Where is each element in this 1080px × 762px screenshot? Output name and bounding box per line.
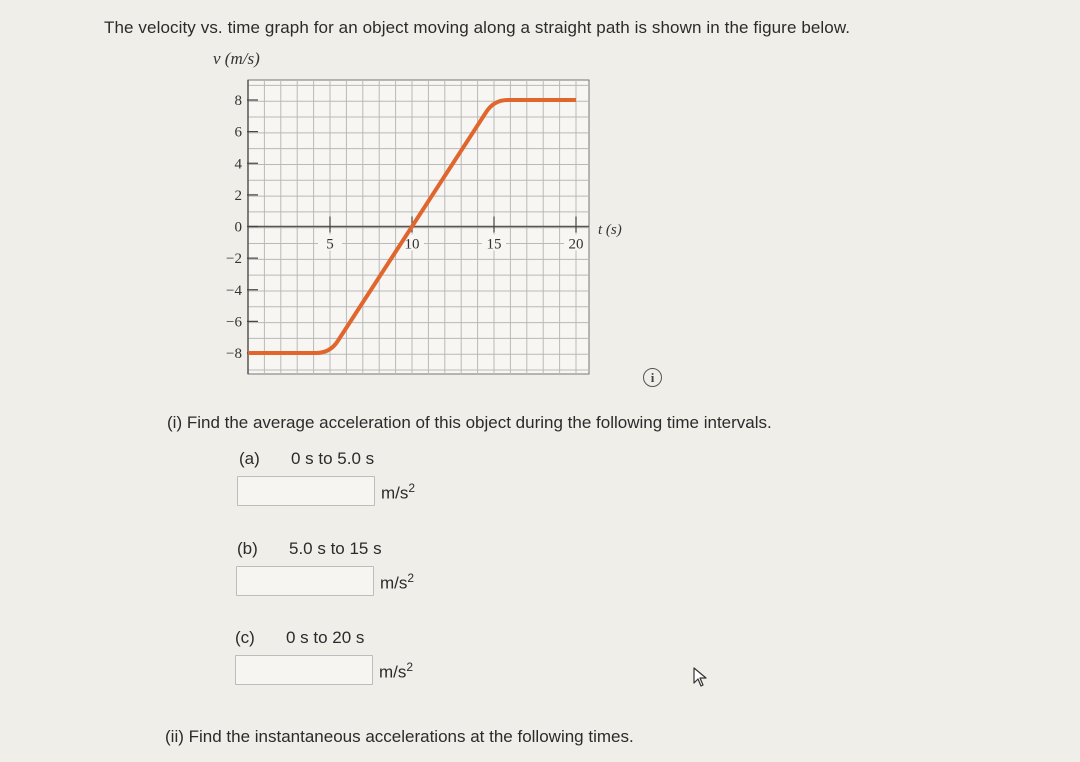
part-ii-heading: (ii) Find the instantaneous accelerations at the following times. bbox=[165, 727, 634, 746]
answer-c-unit bbox=[379, 660, 413, 683]
unit-exponent: 2 bbox=[407, 571, 415, 585]
answer-b-input[interactable] bbox=[236, 566, 374, 596]
unit-text: m/s bbox=[380, 573, 408, 593]
question-c-interval: 0 s to 20 s bbox=[286, 628, 365, 647]
y-tick-label: 8 bbox=[234, 93, 242, 109]
question-c-label: (c) bbox=[235, 628, 255, 647]
y-tick-label: −6 bbox=[226, 314, 242, 331]
answer-c-input[interactable] bbox=[235, 655, 373, 685]
y-tick-label: 0 bbox=[234, 219, 242, 236]
unit-text: m/s bbox=[379, 662, 407, 682]
x-tick-label: 5 bbox=[326, 236, 334, 253]
y-tick-label: 6 bbox=[234, 124, 242, 141]
answer-b-unit bbox=[380, 571, 414, 594]
y-tick-label: −4 bbox=[226, 282, 242, 299]
question-b-interval: 5.0 s to 15 s bbox=[289, 539, 382, 558]
y-tick-label: −2 bbox=[226, 251, 242, 268]
mouse-pointer-icon bbox=[693, 667, 709, 692]
part-i-heading: (i) Find the average acceleration of this object during the following time intervals. bbox=[167, 413, 772, 432]
y-axis-title: v (m/s) bbox=[213, 49, 260, 68]
answer-a-unit bbox=[381, 481, 415, 504]
y-tick-label: −8 bbox=[226, 346, 242, 362]
x-tick-label: 10 bbox=[404, 236, 420, 253]
question-a-interval: 0 s to 5.0 s bbox=[291, 449, 375, 468]
unit-exponent: 2 bbox=[408, 481, 416, 495]
answer-a-input[interactable] bbox=[237, 476, 375, 506]
question-a-label: (a) bbox=[239, 449, 260, 468]
y-tick-label: 2 bbox=[234, 187, 242, 204]
problem-intro: The velocity vs. time graph for an object moving along a straight path is shown in the figure below. bbox=[104, 18, 851, 37]
question-b-label: (b) bbox=[237, 539, 258, 558]
x-tick-label: 15 bbox=[486, 236, 502, 253]
x-axis-title: t (s) bbox=[598, 222, 622, 238]
x-tick-label: 20 bbox=[568, 236, 584, 253]
y-tick-label: 4 bbox=[234, 156, 242, 173]
velocity-time-chart bbox=[0, 0, 700, 400]
unit-text: m/s bbox=[381, 483, 409, 503]
unit-exponent: 2 bbox=[406, 660, 414, 674]
info-icon[interactable]: i bbox=[643, 368, 662, 387]
